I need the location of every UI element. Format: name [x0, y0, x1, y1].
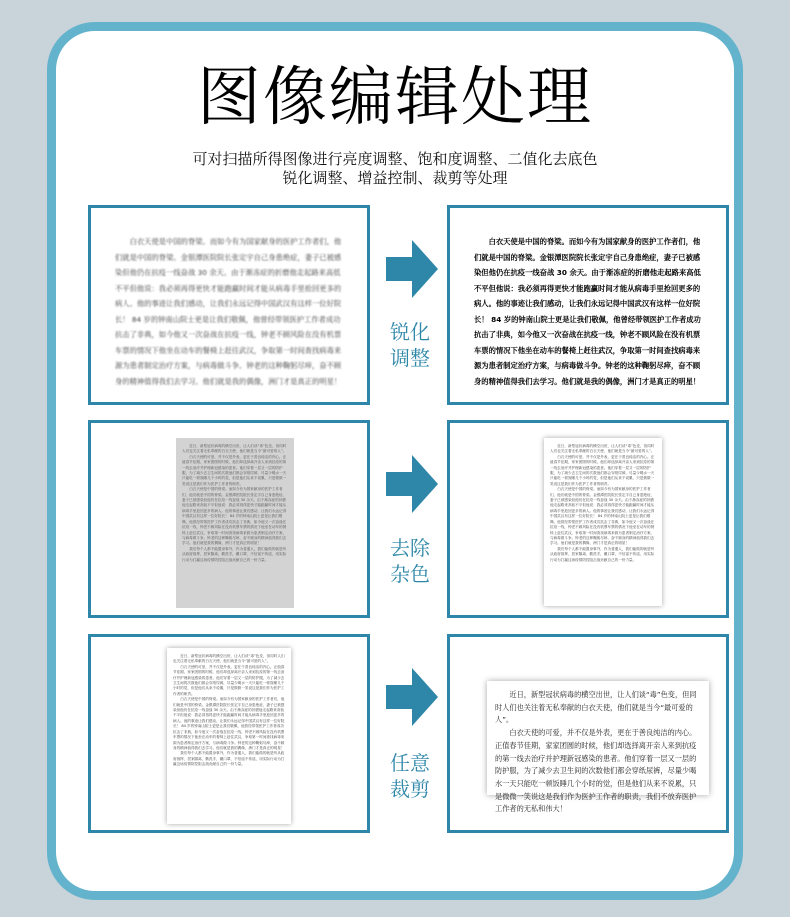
doc-paragraph: 近日，新型冠状病毒的横空出世，让人们谈“毒”色变，但同时人们也关注着无私奉献的白衣天使，他们就是当今“最可爱的人”。: [550, 444, 655, 454]
full-document: [167, 648, 291, 824]
doc-paragraph: 我们每个人都不能置身事外，作为普通人，我们能做的就是听从政府指挥，居家隔离，勤洗手，戴口罩，不信谣不传谣，用实际行动为打赢这场疫情防控阻击战贡献自己的一份力量。: [550, 546, 655, 562]
crop-paragraph: 近日，新型冠状病毒的横空出世，让人们谈“毒”色变，但同时人们也关注着无私奉献的白衣天使，他们就是当今“最可爱的人”。: [495, 690, 697, 725]
doc-paragraph: 白衣天使的可爱，并不仅是外表，更在于善良纯洁的内心。正值春节佳期，家家团圆的时候，他们却选择离开亲人来到抗疫的第一线去治疗并护理新冠感染的患者。他们穿着一层又一层的防护服，为了减少去卫生间的次数他们都会穿纸尿裤，尽量少喝水一天只能吃一顿饭睡几个小时的觉，但是他们从来不说累，只是微微一笑说这是我们作为医护工作者的职责。: [173, 664, 285, 696]
after-panel-denoise: [447, 420, 729, 618]
doc-paragraph: 近日，新型冠状病毒的横空出世，让人们谈“毒”色变，但同时人们也关注着无私奉献的白衣天使，他们就是当今“最可爱的人”。: [173, 654, 285, 664]
doc-paragraph: 我们每个人都不能置身事外，作为普通人，我们能做的就是听从政府指挥，居家隔离，勤洗手，戴口罩，不信谣不传谣，用实际行动为打赢这场疫情防控阻击战贡献自己的一份力量。: [182, 546, 287, 562]
sharpened-text: 白衣天使是中国的脊梁。而如今有为国家献身的医护工作者们，他们就是中国的脊梁。金银潭医院院长张定宇自己身患绝症，妻子已被感染但他仍在抗疫一线奋战 30 余天。由于渐冻症的折磨他走起路来高低不平但他说：我必须再得更快才能跑赢时间才能从病毒手里抢回更多的病人。他的事迹让我们感动，让我们永远记得中国武汉有这样一位好院长！ 84 岁的钟南山院士更是让我们敬佩，他曾经带领医护工作者成功抗击了非典，如今他又一次奋战在抗疫一线，钟老不顾风险在没有机票车票的情况下他坐在动车的餐椅上赶往武汉，争取第一时间查找病毒来源为患者制定治疗方案，与病毒做斗争。钟老的这种鞠躬尽瘁，奋不顾身的精神值得我们去学习。他们就是我的偶像，洲门才是真正的明星！: [474, 237, 701, 386]
blurred-text: 白衣天使是中国的脊梁。而如今有为国家献身的医护工作者们，他们就是中国的脊梁。金银潭医院院长张定宇自己身患绝症，妻子已被感染但他仍在抗疫一线奋战 30 余天。由于渐冻症的折磨他走起路来高低不平但他说：我必须再得更快才能跑赢时间才能从病毒手里抢回更多的病人。他的事迹让我们感动，让我们永远记得中国武汉有这样一位好院长！ 84 岁的钟南山院士更是让我们敬佩，他曾经带领医护工作者成功抗击了非典，如今他又一次奋战在抗疫一线，钟老不顾风险在没有机票车票的情况下他坐在动车的餐椅上赶往武汉，争取第一时间查找病毒来源为患者制定治疗方案，与病毒做斗争。钟老的这种鞠躬尽瘁，奋不顾身的精神值得我们去学习。他们就是我的偶像，洲门才是真正的明星！: [115, 237, 342, 386]
arrow-right-icon: [386, 455, 438, 513]
doc-paragraph: 我们每个人都不能置身事外，作为普通人，我们能做的就是听从政府指挥，居家隔离，勤洗手，戴口罩，不信谣不传谣，用实际行动为打赢这场疫情防控阻击战贡献自己的一份力量。: [173, 751, 285, 767]
clean-document: [544, 438, 662, 606]
label-line-1: 任意: [390, 751, 430, 775]
before-panel-crop: [88, 634, 370, 833]
after-panel-sharpen: [447, 205, 729, 405]
before-panel-sharpen: [88, 205, 370, 405]
crop-paragraph: 白衣天使的可爱，并不仅是外表，更在于善良纯洁的内心。正值春节佳期，家家团圆的时候，他们却选择离开亲人来到抗疫的第一线去治疗并护理新冠感染的患者。他们穿着一层又一层的防护服，为了减少去卫生间的次数他们都会穿纸尿裤，尽量少喝水一天只能吃一顿饭睡几个小时的觉，但是他们从来不说累，只是微微一笑说这是我们作为医护工作者的职责，我们不放弃医护工作者的无私和伟大！: [495, 728, 697, 814]
label-denoise: [378, 535, 442, 587]
label-crop: [378, 750, 442, 802]
gray-document: [176, 438, 294, 608]
label-line-1: 去除: [390, 536, 430, 560]
label-line-2: 调整: [390, 346, 430, 370]
cropped-document: [487, 681, 709, 814]
doc-paragraph: 近日，新型冠状病毒的横空出世，让人们谈“毒”色变，但同时人们也关注着无私奉献的白衣天使，他们就是当今“最可爱的人”。: [182, 444, 287, 454]
doc-paragraph: 白衣天使是中国的脊梁。而如今有为国家献身的医护工作者们，他们就是中国的脊梁。金银潭医院院长张定宇自己身患绝症，妻子已被感染但他仍在抗疫一线奋战 30 余天。由于渐冻症的折磨他走起路来高低不平但他说：我必须再得更快才能跑赢时间才能从病毒手里抢回更多的病人。他的事迹让我们感动，让我们永远记得中国武汉有这样一位好院长！ 84 岁的钟南山院士更是让我们敬佩，他曾经带领医护工作者成功抗击了非典，如今他又一次奋战在抗疫一线，钟老不顾风险在没有机票车票的情况下他坐在动车的餐椅上赶往武汉，争取第一时间查找病毒来源为患者制定治疗方案，与病毒做斗争。钟老的这种鞠躬尽瘁，奋不顾身的精神值得我们去学习。他们就是我的偶像，洲门才是真正的明星！: [173, 697, 285, 750]
arrow-right-icon: [386, 668, 438, 726]
doc-paragraph: 白衣天使的可爱，并不仅是外表，更在于善良纯洁的内心。正值春节佳期，家家团圆的时候，他们却选择离开亲人来到抗疫的第一线去治疗并护理新冠感染的患者。他们穿着一层又一层的防护服，为了减少去卫生间的次数他们都会穿纸尿裤，尽量少喝水一天只能吃一顿饭睡几个小时的觉，但是他们从来不说累，只是微微一笑说这是我们作为医护工作者的职责。: [182, 454, 287, 486]
page-subtitle: [0, 150, 790, 188]
subtitle-line-1: 可对扫描所得图像进行亮度调整、饱和度调整、二值化去底色: [192, 150, 598, 168]
doc-paragraph: 白衣天使是中国的脊梁。而如今有为国家献身的医护工作者们，他们就是中国的脊梁。金银潭医院院长张定宇自己身患绝症，妻子已被感染但他仍在抗疫一线奋战 30 余天。由于渐冻症的折磨他走起路来高低不平但他说：我必须再得更快才能跑赢时间才能从病毒手里抢回更多的病人。他的事迹让我们感动，让我们永远记得中国武汉有这样一位好院长！ 84 岁的钟南山院士更是让我们敬佩，他曾经带领医护工作者成功抗击了非典，如今他又一次奋战在抗疫一线，钟老不顾风险在没有机票车票的情况下他坐在动车的餐椅上赶往武汉，争取第一时间查找病毒来源为患者制定治疗方案，与病毒做斗争。钟老的这种鞠躬尽瘁，奋不顾身的精神值得我们去学习。他们就是我的偶像，洲门才是真正的明星！: [550, 487, 655, 546]
label-line-2: 裁剪: [390, 777, 430, 801]
page-title: 图像编辑处理: [197, 61, 593, 135]
before-panel-denoise: [88, 420, 370, 618]
label-sharpen: [378, 319, 442, 371]
doc-paragraph: 白衣天使是中国的脊梁。而如今有为国家献身的医护工作者们，他们就是中国的脊梁。金银潭医院院长张定宇自己身患绝症，妻子已被感染但他仍在抗疫一线奋战 30 余天。由于渐冻症的折磨他走起路来高低不平但他说：我必须再得更快才能跑赢时间才能从病毒手里抢回更多的病人。他的事迹让我们感动，让我们永远记得中国武汉有这样一位好院长！ 84 岁的钟南山院士更是让我们敬佩，他曾经带领医护工作者成功抗击了非典，如今他又一次奋战在抗疫一线，钟老不顾风险在没有机票车票的情况下他坐在动车的餐椅上赶往武汉，争取第一时间查找病毒来源为患者制定治疗方案，与病毒做斗争。钟老的这种鞠躬尽瘁，奋不顾身的精神值得我们去学习。他们就是我的偶像，洲门才是真正的明星！: [182, 487, 287, 546]
subtitle-line-2: 锐化调整、增益控制、裁剪等处理: [282, 169, 508, 187]
arrow-right-icon: [386, 240, 438, 298]
label-line-2: 杂色: [390, 562, 430, 586]
label-line-1: 锐化: [390, 320, 430, 344]
doc-paragraph: 白衣天使的可爱，并不仅是外表，更在于善良纯洁的内心。正值春节佳期，家家团圆的时候，他们却选择离开亲人来到抗疫的第一线去治疗并护理新冠感染的患者。他们穿着一层又一层的防护服，为了减少去卫生间的次数他们都会穿纸尿裤，尽量少喝水一天只能吃一顿饭睡几个小时的觉，但是他们从来不说累，只是微微一笑说这是我们作为医护工作者的职责。: [550, 454, 655, 486]
after-panel-crop: [447, 634, 729, 833]
